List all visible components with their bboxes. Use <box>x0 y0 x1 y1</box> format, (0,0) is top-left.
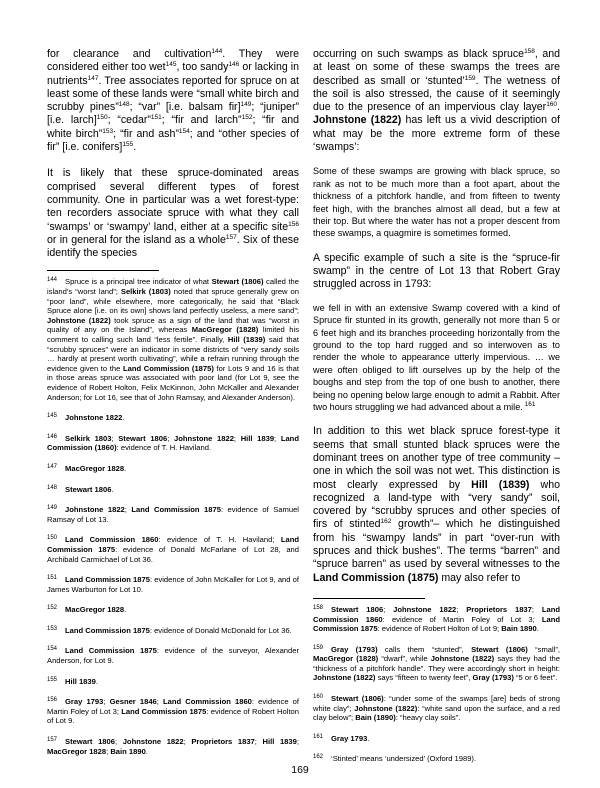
text-run: ; <box>274 433 281 443</box>
citation: Johnstone 1822 <box>65 505 125 515</box>
text-run: . <box>145 746 148 756</box>
text-run: ; “fir and larch” <box>161 114 242 127</box>
text-run: calls them “stunted”, <box>377 644 472 654</box>
citation: Stewart 1806 <box>331 604 384 614</box>
citation: Land Commission 1860 <box>313 604 560 624</box>
footnote-number: 147 <box>47 463 58 470</box>
paragraph <box>313 425 560 585</box>
text-run: . <box>111 484 114 494</box>
text-run: ; <box>383 604 394 614</box>
footnotes <box>313 604 560 764</box>
block-quote <box>313 302 560 414</box>
footnote-number: 146 <box>47 433 58 440</box>
text-run: ; “juniper” [i.e. larch] <box>47 101 299 127</box>
footnote <box>313 693 560 723</box>
text-run: ; <box>233 433 241 443</box>
footnote <box>47 696 299 726</box>
footnote <box>47 736 299 756</box>
footnote <box>47 676 299 687</box>
text-run: . <box>133 141 137 154</box>
footnote-ref: 162 <box>380 518 392 526</box>
text-run: : evidence of Martin Foley of Lot 3; <box>382 614 542 624</box>
citation: MacGregor (1828) <box>191 325 259 335</box>
text-run: ; “cedar” <box>107 114 151 127</box>
footnote-number: 156 <box>47 697 58 704</box>
text-run: limited his comment to calling such land “less fertile”. Finally, <box>47 325 299 345</box>
text-run: ; “fir and ash” <box>113 127 179 140</box>
citation: Land Commission (1875) <box>122 363 214 373</box>
text-run: . The wetness of the soil is also stressed, the cause of it seemingly due to the presence of an impervious clay layer <box>313 74 560 114</box>
footnote-ref: 160 <box>546 101 558 109</box>
block-quote <box>313 165 560 239</box>
text-run: ; <box>111 433 119 443</box>
citation: Johnstone (1822) <box>430 654 495 664</box>
text-run: : evidence of Robert Holton of Lot 9. <box>47 706 299 726</box>
citation: MacGregor (1828) <box>313 654 379 664</box>
footnote-ref: 155 <box>122 141 134 149</box>
footnote <box>313 733 560 744</box>
text-run: : “under some of the swamps [are] beds of strong white clay”; <box>313 694 560 713</box>
footnote-ref: 145 <box>165 61 177 69</box>
text-run: ; <box>183 737 192 747</box>
text-run: ; “fir and white birch” <box>47 114 299 140</box>
citation: Land Commission 1875 <box>65 625 150 635</box>
citation: Bain (1890) <box>355 713 396 723</box>
footnote-number: 162 <box>313 754 324 761</box>
footnote-number: 159 <box>313 644 324 651</box>
text-run: ; <box>106 746 111 756</box>
citation: Bain 1890 <box>501 624 537 634</box>
footnote-ref: 152 <box>241 114 253 122</box>
footnote <box>47 433 299 453</box>
text-run: . Tree associates reported for spruce on at least some of these lands were “small white birch and scrubby pines” <box>47 74 299 114</box>
text-run: may also refer to <box>438 571 521 584</box>
footnote-ref: 146 <box>228 61 240 69</box>
text-run: “dwarf”, while <box>378 654 431 664</box>
text-run: says they had the “thickness of a pitchfork handle”. They were accordingly short in height: <box>313 654 561 673</box>
citation: Stewart 1806 <box>65 737 115 747</box>
citation: Johnstone 1822 <box>173 433 234 443</box>
text-run: took spruce as a sign of the land that was “worst in quality of any on the Island”, whereas <box>47 315 300 335</box>
citation: Johnstone 1822 <box>122 737 184 747</box>
text-run: or in general for the island as a whole <box>47 233 226 246</box>
text-run: who recognized a land-type with “very sandy” soil, covered by “scrubby spruces and other species of firs of stinted <box>313 478 560 531</box>
citation: Stewart 1806 <box>65 484 112 494</box>
footnote <box>47 574 299 594</box>
text-run: It is likely that these spruce-dominated areas comprised several different types of forest community. One in particular was a wet forest-type: ten recorders associate spruce with what they call ‘swamps’ or ‘swampy’ land, either at a specific site <box>47 167 299 233</box>
text-run: ; <box>124 505 132 515</box>
text-run: A specific example of such a site is the “spruce-fir swamp” in the centre of Lot 13 that Robert Gray struggled across in 1793: <box>313 251 560 291</box>
footnote-ref: 149 <box>240 101 252 109</box>
citation: Bain 1890 <box>110 746 146 756</box>
text-run: : evidence of T. H. Haviland. <box>116 443 212 453</box>
text-run: In addition to this wet black spruce forest-type it seems that small stunted black spruces were the dominant trees on another type of tree community – one in which the soil was not wet. This distinction is most clearly expressed by <box>313 425 560 491</box>
citation: Land Commission (1875) <box>313 571 439 584</box>
text-run: growth”– which he distinguished from his “swampy lands” in part “over-run with spruces and thick bushes”. The terms “barren” and “spruce barren” as used by several witnesses to the <box>313 518 560 571</box>
footnote-divider <box>47 270 159 271</box>
footnote <box>47 604 299 615</box>
footnote <box>47 504 299 524</box>
citation: MacGregor 1828 <box>47 746 107 756</box>
footnote-number: 149 <box>47 505 58 512</box>
footnote-ref: 151 <box>150 114 162 122</box>
text-run: for clearance and cultivation <box>47 48 212 60</box>
citation: Hill 1839 <box>65 676 96 686</box>
citation: Land Commission 1875 <box>121 706 207 716</box>
text-run: ; “var” [i.e. balsam fir] <box>129 101 241 114</box>
text-run: or lacking in nutrients <box>47 61 299 87</box>
citation: Selkirk (1803) <box>120 287 171 297</box>
text-run: ; <box>114 737 123 747</box>
paragraph <box>313 48 560 154</box>
footnote-ref: 158 <box>524 48 535 55</box>
footnote-number: 152 <box>47 605 58 612</box>
footnote <box>47 412 299 423</box>
text-run: ; <box>156 697 164 707</box>
text-run: called the island’s “worst land”; <box>47 277 299 297</box>
footnote-divider <box>313 598 425 599</box>
footnote-ref: 161 <box>522 400 536 408</box>
text-run: . <box>557 101 560 114</box>
text-run: : evidence of Martin Foley of Lot 3; <box>47 697 299 716</box>
text-run: : evidence of T. H. Haviland; <box>158 535 281 545</box>
footnote-number: 160 <box>313 694 324 701</box>
footnote-ref: 156 <box>288 220 299 228</box>
footnote-ref: 153 <box>102 127 114 135</box>
footnote <box>47 645 299 665</box>
footnote <box>313 604 560 634</box>
text-run: Spruce is a principal tree indicator of what <box>65 277 212 287</box>
text-run: : evidence of Donald McFarlane of Lot 28, and Archibald Carmichael of Lot 36. <box>47 544 299 564</box>
citation: Stewart 1806 <box>118 433 168 443</box>
text-run: . <box>95 676 98 686</box>
footnote <box>47 625 299 636</box>
text-run: ; <box>167 433 174 443</box>
citation: Land Commission 1875 <box>47 535 299 554</box>
footnote-number: 155 <box>47 676 58 683</box>
footnote <box>47 463 299 474</box>
left-column <box>47 48 299 756</box>
paragraph <box>47 167 299 260</box>
footnote-number: 158 <box>313 604 324 611</box>
footnote-ref: 148 <box>118 101 130 109</box>
text-run: : “heavy clay soils”. <box>395 713 461 723</box>
footnote-number: 151 <box>47 575 58 582</box>
text-run: . <box>367 733 370 743</box>
footnote-ref: 159 <box>464 74 476 82</box>
citation: Proprietors 1837 <box>191 737 255 747</box>
text-run: : evidence of Samuel Ramsay of Lot 13. <box>47 505 299 524</box>
text-run: ; <box>254 737 263 747</box>
text-run: : evidence of John McKaller for Lot 9, and of James Warburton for Lot 10. <box>47 575 299 594</box>
citation: Land Commission 1875 <box>65 646 157 656</box>
citation: Hill 1839 <box>240 433 275 443</box>
citation: MacGregor 1828 <box>65 605 125 615</box>
citation: Land Commission 1875 <box>131 505 221 515</box>
citation: Gesner 1846 <box>109 697 157 707</box>
text-run: ; and “other species of fir” [i.e. conifers] <box>47 127 299 154</box>
citation: Selkirk 1803 <box>65 433 112 443</box>
citation: Land Commission 1860 <box>163 697 252 707</box>
footnote-number: 150 <box>47 535 58 542</box>
footnote-ref: 150 <box>96 114 108 122</box>
footnote <box>313 644 560 683</box>
citation: Proprietors 1837 <box>466 604 532 614</box>
text-run: has left us a vivid description of what may be the more extreme form of these ‘swamps’: <box>313 114 561 154</box>
citation: Stewart (1806) <box>331 694 384 704</box>
footnote-number: 157 <box>47 737 58 744</box>
footnote-number: 154 <box>47 646 58 653</box>
footnote <box>47 534 299 564</box>
citation: Johnstone (1822) <box>354 703 418 713</box>
page-number: 169 <box>291 764 309 776</box>
citation: Johnstone 1822 <box>65 413 123 423</box>
text-run: ; <box>531 604 542 614</box>
citation: Hill 1839 <box>262 737 297 747</box>
citation: Johnstone (1822) <box>313 673 376 683</box>
citation: Land Commission 1875 <box>313 614 561 634</box>
text-run: . Six of these identify the species <box>47 233 299 260</box>
citation: Land Commission (1860) <box>47 433 299 453</box>
text-run: . <box>536 624 539 634</box>
footnote <box>47 276 299 402</box>
text-run: , and at least on some of these swamps the trees are described as small or ‘stunted’ <box>313 48 560 87</box>
text-run: : evidence of Donald McDonald for Lot 36. <box>149 625 292 635</box>
paragraph <box>313 252 560 292</box>
text-run: . <box>122 413 125 423</box>
footnote-ref: 147 <box>87 74 99 82</box>
text-run: for Lots 9 and 16 is that in those areas spruce was associated with poor land (for Lot 9, see the evidence of Robert Holton, Felix McKinnon, John McKaller and Alexander Anderson; for Lot 16, see that of John Ramsay, and Alexander Anderson). <box>47 363 299 402</box>
citation: Stewart (1806) <box>471 644 528 654</box>
citation: Gray (1793) <box>331 644 378 654</box>
text-run: says “fifteen to twenty feet”, <box>375 673 473 683</box>
footnote-number: 144 <box>47 277 58 284</box>
citation: Land Commission 1875 <box>65 575 150 585</box>
footnote-ref: 154 <box>178 127 190 135</box>
text-run: . <box>124 605 127 615</box>
text-run: ‘Stinted’ means ‘undersized’ (Oxford 1989). <box>331 754 477 764</box>
right-column <box>313 48 560 764</box>
text-run: ; <box>296 737 299 747</box>
text-run: : evidence of the surveyor, Alexander Anderson, for Lot 9. <box>47 646 299 666</box>
footnote-number: 148 <box>47 484 58 491</box>
text-run: noted that spruce generally grew on “poor land”, while elsewhere, more categorically, he said that “Black Spruce alone [i.e. on its own] shows land perfectly useless, a mere sand”; <box>47 287 299 316</box>
citation: MacGregor 1828 <box>65 463 125 473</box>
citation: Gray 1793 <box>65 697 104 707</box>
citation: Stewart (1806) <box>211 277 264 287</box>
citation: Gray 1793 <box>331 733 368 743</box>
footnote-ref: 157 <box>225 233 237 241</box>
footnote-number: 153 <box>47 625 58 632</box>
text-run: Some of these swamps are growing with black spruce, so rank as not to be much more than a foot apart, about the thickness of a pitchfork handle, and from fifteen to twenty feet high, with the branches almost all dead, but a few at their top. But where the water has not a proper descent from these swamps, a quagmire is sometimes formed. <box>313 166 560 239</box>
citation: Hill (1839) <box>471 478 530 491</box>
citation: Hill (1839) <box>227 335 266 345</box>
footnote <box>313 753 560 764</box>
text-run: “small”, <box>527 644 561 654</box>
paragraph <box>47 48 299 154</box>
text-run: “5 or 6 feet”. <box>513 673 558 683</box>
text-run: . They were considered either too wet <box>47 48 299 74</box>
footnotes <box>47 276 299 756</box>
citation: Gray (1793) <box>472 673 514 683</box>
text-run: we fell in with an extensive Swamp covered with a kind of Spruce fir stunted in its growth, generally not more than 5 or 6 feet high and its branches proceeding horizontally from the ground to the top hard rugged and so interwoven as to render the whole to appearance utterly impervious. … we were often obliged to lift ourselves up by the help of the boughs and step from the top of one bush to another, there being no opening below large enough to admit a Rabbit. After two hours struggling we had advanced about a mile. <box>313 302 560 412</box>
citation: Johnstone 1822 <box>393 604 457 614</box>
text-run: occurring on such swamps as black spruce <box>313 48 525 60</box>
footnote <box>47 484 299 495</box>
text-run: : evidence of Robert Holton of Lot 9; <box>377 624 502 634</box>
text-run: . <box>124 463 127 473</box>
text-run: : “white sand upon the surface, and a red clay below”; <box>313 703 561 723</box>
text-run: said that “scrubby spruces” were an indicator in some districts of “very sandy soils … hardly at present worth cultivating”, while a refrain running through the evidence given to the <box>47 335 299 373</box>
footnote-number: 145 <box>47 413 58 420</box>
text-run: , too sandy <box>176 61 229 74</box>
citation: Land Commission 1860 <box>65 535 159 545</box>
citation: Johnstone (1822) <box>313 114 402 127</box>
text-run: ; <box>456 604 467 614</box>
citation: Johnstone (1822) <box>47 315 111 325</box>
footnote-ref: 144 <box>211 48 223 55</box>
footnote-number: 161 <box>313 733 324 740</box>
text-run: ; <box>103 697 110 707</box>
